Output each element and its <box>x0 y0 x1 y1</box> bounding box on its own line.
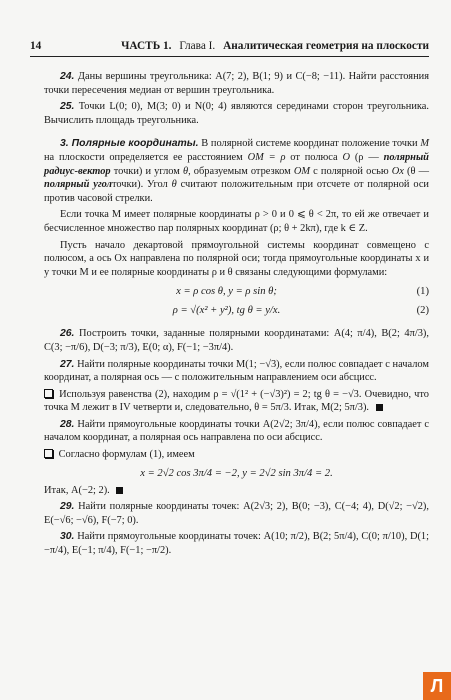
header-rule <box>30 56 429 57</box>
solution-end-icon <box>376 404 383 411</box>
section-3-intro: 3. Полярные координаты. В полярной системе координат положение точки M на плоскости определяется ее расстоянием OM = ρ от полюса O (ρ — полярный радиус-вектор точки) и углом θ, образуемым отрезком OM с полярной осью Ox (θ — полярный уголточки). Угол θ считают положительным при отсчете от полярной оси против часовой стрелки. <box>44 138 429 204</box>
problem-27: 27. Найти полярные координаты точки M(1; −√3), если полюс совпадает с началом координат, а полярная ось — с положительным направлением оси абсцисс. <box>44 358 429 384</box>
section-3-para-3: Пусть начало декартовой прямоугольной системы координат совмещено с полюсом, а ось Ox направлена по полярной оси; тогда прямоугольные координаты x и y точки M и ее полярные координаты ρ и θ связаны следующими формулами: <box>44 239 429 278</box>
page-number: 14 <box>30 40 42 52</box>
problem-24: 24. Даны вершины треугольника: A(7; 2), B(1; 9) и C(−8; −11). Найти расстояния точки пересечения медиан от вершин треугольника. <box>44 71 429 96</box>
section-3-para-2: Если точка M имеет полярные координаты ρ > 0 и 0 ⩽ θ < 2π, то ей же отвечает и бесчисленное множество пар полярных координат (ρ; θ + 2kπ), где k ∈ Z. <box>44 209 429 234</box>
solution-28-result: Итак, A(−2; 2). <box>44 484 429 498</box>
solution-28: Согласно формулам (1), имеем <box>44 448 429 462</box>
section-heading: 3. Полярные координаты. <box>60 138 199 150</box>
formula-2: ρ = √(x² + y²), tg θ = y/x. (2) <box>172 305 429 317</box>
page-body <box>44 70 429 561</box>
solution-end-icon <box>116 487 123 494</box>
solution-start-icon <box>44 389 53 398</box>
problem-25: 25. Точки L(0; 0), M(3; 0) и N(0; 4) являются серединами сторон треугольника. Вычислить площадь треугольника. <box>44 101 429 126</box>
publisher-logo-icon: Л <box>423 672 451 700</box>
problem-26: 26. Построить точки, заданные полярными координатами: A(4; π/4), B(2; 4π/3), C(3; −π/6), D(−3; π/3), E(0; α), F(−1; −3π/4). <box>44 328 429 353</box>
solution-27: Используя равенства (2), находим ρ = √(1² + (−√3)²) = 2; tg θ = −√3. Очевидно, что точка M лежит в IV четверти и, следовательно, θ = 5π/3. Итак, M(2; 5π/3). <box>44 388 429 414</box>
solution-start-icon <box>44 449 53 458</box>
problem-28: 28. Найти прямоугольные координаты точки A(2√2; 3π/4), если полюс совпадает с началом координат, а полярная ось направлена по оси абсцисс. <box>44 418 429 444</box>
running-header <box>30 40 429 52</box>
formula-1: x = ρ cos θ, y = ρ sin θ; (1) <box>176 286 429 298</box>
chapter-label: Глава I. <box>179 40 216 52</box>
problem-29: 29. Найти полярные координаты точек: A(2√3; 2), B(0; −3), C(−4; 4), D(√2; −√2), E(−√6; −√6), F(−7; 0). <box>44 501 429 526</box>
running-title <box>70 40 429 52</box>
part-label: ЧАСТЬ 1. <box>121 40 172 52</box>
problem-30: 30. Найти прямоугольные координаты точек: A(10; π/2), B(2; 5π/4), C(0; π/10), D(1; −π/4), E(−1; π/4), F(−1; −π/2). <box>44 531 429 557</box>
formula-solution-28: x = 2√2 cos 3π/4 = −2, y = 2√2 sin 3π/4 = 2. <box>140 468 333 480</box>
chapter-title: Аналитическая геометрия на плоскости <box>223 40 429 52</box>
